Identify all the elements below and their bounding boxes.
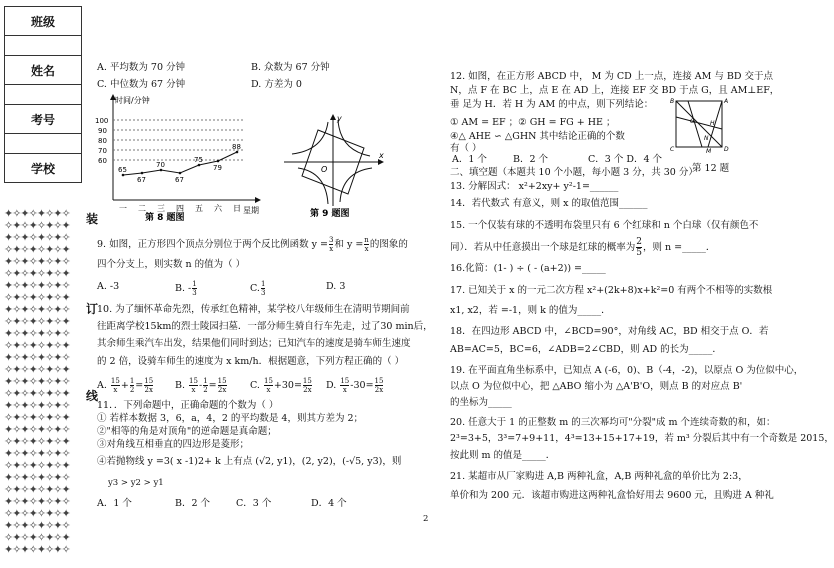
name-label: 姓名: [5, 56, 82, 85]
svg-text:B: B: [670, 98, 675, 105]
fig8-ytick: 70: [98, 147, 107, 155]
fig8-data-point: [160, 169, 163, 172]
question-20-line2: 2³=3+5，3³=7+9+11，4³=13+15+17+19，若 m³ 分裂后其中有一个奇数是 2015，: [450, 433, 834, 444]
question-10-line2: 往距离学校15km的烈士陵园扫墓．一部分师生骑自行车先走，过了30 min后，: [97, 321, 433, 332]
question-14: 14．若代数式 有意义，则 x 的取值范围______: [450, 198, 648, 209]
fig8-xtick: 一: [119, 204, 127, 213]
fig8-data-point: [141, 172, 144, 175]
fig8-point-label: 79: [213, 164, 222, 172]
student-info-table: [4, 6, 82, 183]
exam-number-label: 考号: [5, 105, 82, 134]
figure-8-line-chart: [95, 92, 265, 222]
question-21-line1: 21. 某超市从厂家购进 A,B 两种礼盒，A,B 两种礼盒的单价比为 2:3，: [450, 471, 748, 482]
svg-text:H: H: [710, 120, 715, 127]
fig8-ytick: 60: [98, 157, 107, 165]
fig8-point-label: 67: [137, 176, 146, 184]
question-12-line1: 12. 如图，在正方形 ABCD 中， M 为 CD 上一点，连接 AM 与 BD 交于点: [450, 71, 774, 82]
q12-option-b: B．2 个: [513, 154, 549, 165]
question-19-line2: 以点 O 为位似中心，把 △ABO 缩小为 △A'B'O，则点 B 的对应点 B': [450, 381, 743, 392]
question-12-line3: 垂 足为 H．若 H 为 AM 的中点，则下列结论：: [450, 99, 654, 110]
question-12-conclusion-1: ① AM = EF ；② GH = FG + HE ；: [450, 117, 616, 128]
q10-option-b: B. $\frac{15}{x}$ - $\frac{1}{2}$ = $\frac{15}{2x}$: [175, 377, 227, 394]
school-label: 学校: [5, 154, 82, 183]
question-11-statement-4: ④若抛物线 y =3( x -1)2+ k 上有点 (√2, y1)，(2, y2)，(-√5, y3)，则: [97, 456, 402, 467]
fig8-point-label: 70: [156, 161, 165, 169]
question-11-stem: 11．．下列命题中，正确命题的个数为（ ）: [97, 400, 279, 411]
binding-mark-ding: 订: [86, 302, 99, 316]
question-15-line2: 同）．若从中任意摸出一个球是红球的概率为 $\frac{2}{5}$ ，则 n =_____．: [450, 237, 716, 258]
fig8-data-point: [236, 151, 239, 154]
fig8-point-label: 65: [118, 166, 127, 174]
q10-option-c: C. $\frac{15}{x}$ +30= $\frac{15}{2x}$: [250, 377, 312, 394]
svg-text:N: N: [704, 135, 709, 142]
svg-text:M: M: [706, 148, 712, 155]
q7-option-c: C. 中位数为 67 分钟: [97, 79, 186, 90]
binding-mark-xian: 线: [86, 389, 99, 403]
decorative-star-border: ✦✧✦✧✦✧✦✧ ✧✦✧✦✧✦✧✦ ✦✧✦✧✦✧✦✧ ✧✦✧✦✧✦✧✦ ✦✧✦✧✦✧✦✧ ✧✦✧✦✧✦✧✦ ✦✧✦✧✦✧✦✧ ✧✦✧✦✧✦✧✦ ✦✧✦✧✦✧✦✧ ✧✦✧✦✧✦✧✦ ✦✧✦✧✦✧✦✧ ✧✦✧✦✧✦✧✦ ✦✧✦✧✦✧✦✧ ✧✦✧✦✧✦✧✦ ✦✧✦✧✦✧✦✧ ✧✦✧✦✧✦✧✦ ✦✧✦✧✦✧✦✧ ✧✦✧✦✧✦✧✦ ✦✧✦✧✦✧✦✧ ✧✦✧✦✧✦✧✦ ✦✧✦✧✦✧✦✧ ✧✦✧✦✧✦✧✦ ✦✧✦✧✦✧✦✧ ✧✦✧✦✧✦✧✦ ✦✧✦✧✦✧✦✧ ✧✦✧✦✧✦✧✦ ✦✧✦✧✦✧✦✧ ✧✦✧✦✧✦✧✦ ✦✧✦✧✦✧✦✧: [4, 207, 70, 556]
question-10-line3: 其余师生乘汽车出发，结果他们同时到达；已知汽车的速度是骑车师生速度: [97, 338, 411, 349]
fig8-data-point: [217, 160, 220, 163]
q10-option-a: A. $\frac{15}{x}$ + $\frac{1}{2}$ = $\frac{15}{2x}$: [97, 377, 154, 394]
q10-option-d: D. $\frac{15}{x}$ -30= $\frac{15}{2x}$: [326, 377, 384, 394]
question-11-tail: y3 > y2 > y1: [108, 478, 164, 488]
question-19-line3: 的坐标为_____: [450, 397, 512, 408]
svg-text:G: G: [690, 118, 695, 125]
question-18-line1: 18．在四边形 ABCD 中，∠BCD=90°，对角线 AC，BD 相交于点 O．若: [450, 326, 769, 337]
q9-option-a: A. -3: [97, 281, 120, 292]
fig8-xlabel: 星期: [243, 206, 259, 215]
fig9-y-label: y: [337, 114, 342, 123]
question-9: 9. 如图，正方形四个顶点分别位于两个反比例函数 y = $\frac{3}{x}$ 和 y = $\frac{n}{x}$ 的图象的: [97, 236, 408, 253]
q9-option-c: C. $\frac{1}{3}$: [250, 280, 266, 297]
fig8-ytick: 100: [95, 117, 109, 125]
q7-option-b: B. 众数为 67 分钟: [251, 62, 330, 73]
q11-option-a: A．1 个: [97, 498, 132, 509]
fig8-ytick: 80: [98, 137, 107, 145]
class-field[interactable]: [5, 36, 82, 56]
question-12-line6: 有（ ）: [450, 143, 482, 154]
figure-12-square-diagram: [668, 95, 730, 157]
question-10-line4: 的 2 倍，设骑车师生的速度为 x km/h．根据题意，下列方程正确的（ ）: [97, 356, 405, 367]
q11-option-b: B．2 个: [175, 498, 211, 509]
svg-text:A: A: [724, 98, 729, 105]
fig8-data-point: [122, 174, 125, 177]
fig8-point-label: 88: [232, 143, 241, 151]
binding-mark-zhuang: 装: [86, 212, 99, 226]
question-15-line1: 15. 一个仅装有球的不透明布袋里只有 6 个红球和 n 个白球（仅有颜色不: [450, 220, 759, 231]
question-17-line1: 17. 已知关于 x 的一元二次方程 x²+(2k+8)x+k²=0 有两个不相等的实数根: [450, 285, 773, 296]
class-label: 班级: [5, 7, 82, 36]
fig8-caption: 第 8 题图: [145, 213, 185, 223]
q12-option-a: A．1 个: [452, 154, 487, 165]
name-field[interactable]: [5, 85, 82, 105]
question-10-line1: 10. 为了缅怀革命先烈，传承红色精神，某学校八年级师生在清明节期间前: [97, 304, 410, 315]
question-16: 16.化简：(1- ) ÷ ( - (a+2)) =_____: [450, 263, 606, 274]
q7-option-a: A. 平均数为 70 分钟: [97, 62, 186, 73]
question-20-line1: 20. 任意大于 1 的正整数 m 的三次幂均可"分裂"成 m 个连续奇数的和，如：: [450, 417, 776, 428]
fig8-data-point: [198, 164, 201, 167]
fig8-ylabel: 时间/分钟: [115, 96, 150, 105]
fig8-ytick: 90: [98, 127, 107, 135]
fig8-xtick: 五: [195, 204, 203, 213]
q7-option-d: D. 方差为 0: [251, 79, 302, 90]
question-20-line3: 按此则 m 的值是_____．: [450, 450, 556, 461]
figure-12-caption: 第 12 题: [692, 163, 730, 174]
section-2-header: 二、填空题（本题共 10 个小题，每小题 3 分，共 30 分）: [450, 167, 698, 178]
question-19-line1: 19. 在平面直角坐标系中，已知点 A (-6，0)、B（-4，-2)，以原点 O 为位似中心，: [450, 365, 804, 376]
fig8-xtick: 六: [214, 204, 222, 213]
svg-text:D: D: [724, 146, 729, 153]
q9-option-d: D. 3: [326, 281, 346, 292]
exam-number-field[interactable]: [5, 134, 82, 154]
fig8-xtick: 日: [233, 204, 241, 213]
fig8-point-label: 67: [175, 176, 184, 184]
question-11-statement-3: ③对角线互相垂直的四边形是菱形；: [97, 439, 250, 450]
question-21-line2: 单价和为 200 元．该超市购进这两种礼盒恰好用去 9600 元，且购进 A 种礼: [450, 490, 774, 501]
question-11-statement-1: ① 若样本数据 3，6，a，4，2 的平均数是 4，则其方差为 2；: [97, 413, 364, 424]
question-12-conclusion-2: ④△ AHE ∽ △GHN 其中结论正确的个数: [450, 131, 625, 142]
question-11-statement-2: ②"相等的角是对顶角"的逆命题是真命题；: [97, 426, 277, 437]
fig9-x-label: x: [379, 151, 384, 160]
binding-strip: [0, 0, 86, 561]
q11-option-c: C．3 个: [236, 498, 272, 509]
fig8-data-point: [179, 172, 182, 175]
figure-9-hyperbola-diagram: [278, 110, 388, 222]
q12-option-cd: C．3 个 D．4 个: [588, 154, 663, 165]
q11-option-d: D．4 个: [311, 498, 347, 509]
svg-text:C: C: [670, 146, 675, 153]
fig8-xtick: 二: [138, 204, 146, 213]
fig8-xtick: 四: [176, 204, 184, 213]
fig9-origin-label: O: [321, 165, 328, 174]
q9-option-b: B. - $\frac{1}{3}$: [175, 280, 197, 297]
question-17-line2: x1, x2，若 =-1，则 k 的值为_____．: [450, 305, 611, 316]
question-12-line2: N，点 F 在 BC 上，点 E 在 AD 上，连接 EF 交 BD 于点 G，且 AM⊥EF，: [450, 85, 780, 96]
question-13: 13. 分解因式： x²+2xy+ y²-1=______: [450, 181, 619, 192]
question-18-line2: AB=AC=5，BC=6，∠ADB=2∠CBD，则 AD 的长为_____．: [450, 344, 722, 355]
fig9-caption: 第 9 题图: [310, 209, 350, 219]
page-number: 2: [423, 514, 429, 524]
fig8-point-label: 75: [194, 156, 203, 164]
question-9-line2: 四个分支上，则实数 n 的值为（ ）: [97, 259, 246, 270]
fig8-xtick: 三: [157, 204, 165, 213]
